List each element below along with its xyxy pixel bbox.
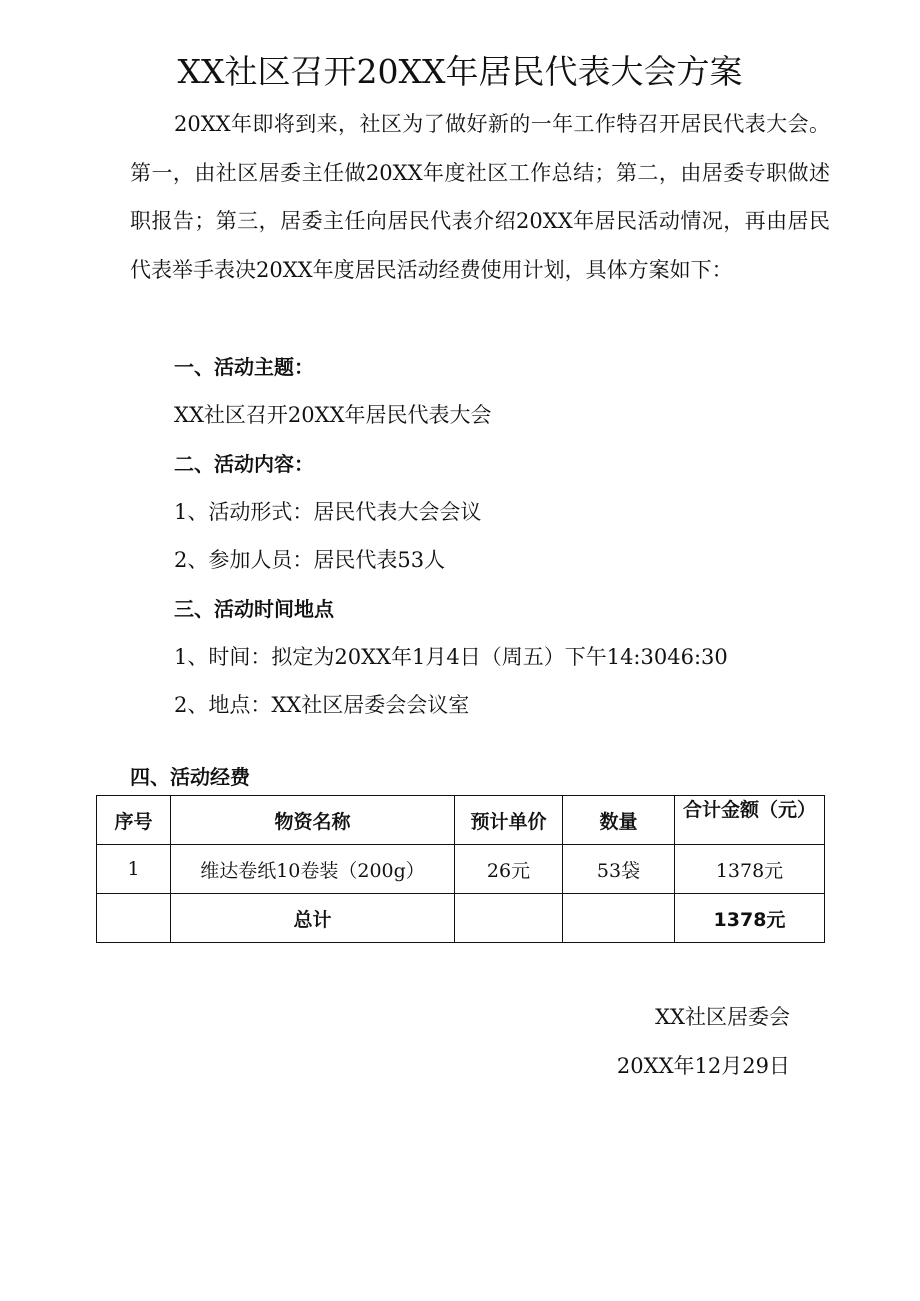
section-3-item-1: 1、时间：拟定为20XX年1月4日（周五）下午14:3046:30 (174, 645, 728, 669)
cell-empty (97, 894, 171, 943)
cell-empty (563, 894, 675, 943)
section-2-heading: 二、活动内容： (174, 452, 314, 476)
header-index: 序号 (97, 796, 171, 845)
cell-empty (455, 894, 563, 943)
header-unit-price: 预计单价 (455, 796, 563, 845)
signature-date: 20XX年12月29日 (616, 1054, 790, 1078)
header-item-name: 物资名称 (171, 796, 455, 845)
cell-total-amount: 1378元 (675, 845, 825, 894)
cell-quantity: 53袋 (563, 845, 675, 894)
cell-item-name: 维达卷纸10卷装（200g） (171, 845, 455, 894)
cell-unit-price: 26元 (455, 845, 563, 894)
header-total-amount (675, 796, 825, 845)
table-total-row (97, 894, 825, 943)
table-header-row (97, 796, 825, 845)
expense-table (96, 795, 825, 943)
signature-org: XX社区居委会 (655, 1005, 790, 1029)
total-label: 总计 (171, 894, 455, 943)
intro-paragraph: 20XX年即将到来，社区为了做好新的一年工作特召开居民代表大会。第一，由社区居委主任做20XX年度社区工作总结；第二，由居委专职做述职报告；第三，居委主任向居民代表介绍20XX年居民活动情况，再由居民代表举手表决20XX年度居民活动经费使用计划，具体方案如下： (130, 112, 830, 282)
section-2-item-2: 2、参加人员：居民代表53人 (174, 548, 446, 572)
header-total-amount-label: 合计金额（元） (682, 799, 816, 821)
document-title: XX社区召开20XX年居民代表大会方案 (177, 52, 743, 91)
section-1-heading: 一、活动主题： (174, 355, 314, 379)
table-row (97, 845, 825, 894)
cell-index: 1 (97, 845, 171, 894)
section-4-heading: 四、活动经费 (130, 765, 250, 789)
header-quantity: 数量 (563, 796, 675, 845)
section-3-heading: 三、活动时间地点 (174, 597, 334, 621)
section-2-item-1: 1、活动形式：居民代表大会会议 (174, 500, 482, 524)
section-1-text: XX社区召开20XX年居民代表大会 (174, 403, 492, 427)
total-value: 1378元 (675, 894, 825, 943)
section-3-item-2: 2、地点：XX社区居委会会议室 (174, 693, 470, 717)
